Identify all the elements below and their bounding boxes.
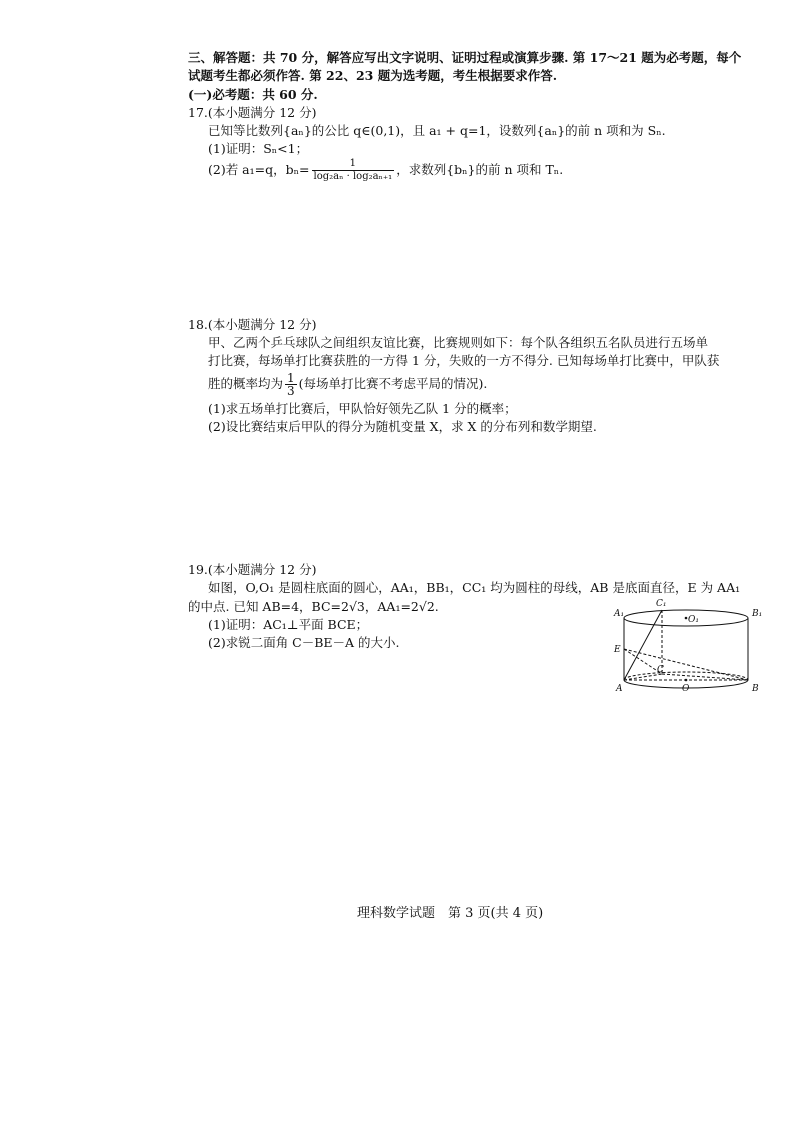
segment-EB: [624, 649, 748, 680]
label-B1: B₁: [752, 609, 763, 619]
q17-frac-numerator: 1: [349, 158, 357, 169]
q17-part2-pre: (2)若 a₁=q，bₙ=: [208, 162, 310, 177]
q19-part2: (2)求锐二面角 C－BE－A 的大小.: [208, 635, 400, 650]
q18-part1: (1)求五场单打比赛后，甲队恰好领先乙队 1 分的概率；: [208, 401, 517, 416]
q19-line1: 如图，O,O₁ 是圆柱底面的圆心，AA₁，BB₁，CC₁ 均为圆柱的母线，AB 是底面直径，E 为 AA₁: [208, 580, 741, 595]
label-E: E: [614, 645, 621, 655]
section-header-line2: 试题考生都必须作答. 第 22、23 题为选考题，考生根据要求作答.: [188, 68, 558, 83]
section-subheader: (一)必考题：共 60 分.: [188, 87, 318, 102]
point-O1: [685, 617, 688, 620]
q17-part1: (1)证明：Sₙ<1；: [208, 141, 309, 156]
q18-line1: 甲、乙两个乒乓球队之间组织友谊比赛，比赛规则如下：每个队各组织五名队员进行五场单: [208, 335, 709, 350]
label-A1: A₁: [614, 609, 625, 619]
q19-line2: 的中点. 已知 AB=4，BC=2√3，AA₁=2√2.: [188, 599, 439, 614]
page-footer: 理科数学试题 第 3 页(共 4 页): [357, 906, 544, 921]
label-C1: C₁: [656, 599, 667, 609]
label-O1: O₁: [688, 615, 699, 625]
q19-part1: (1)证明：AC₁⊥平面 BCE；: [208, 617, 369, 632]
q18-frac-numerator: 1: [287, 371, 295, 385]
q17-stem: 已知等比数列{aₙ}的公比 q∈(0,1)，且 a₁ + q=1，设数列{aₙ}的前 n 项和为 Sₙ.: [208, 123, 666, 138]
q18-line3: [208, 371, 487, 397]
cylinder-figure: [612, 598, 772, 698]
q18-line2: 打比赛，每场单打比赛获胜的一方得 1 分，失败的一方不得分. 已知每场单打比赛中，甲队获: [208, 353, 720, 368]
label-O: O: [682, 684, 690, 694]
q17-fraction: [312, 158, 395, 183]
q17-part2-post: ，求数列{bₙ}的前 n 项和 Tₙ.: [396, 162, 564, 177]
label-A: A: [616, 684, 623, 694]
q18-part2: (2)设比赛结束后甲队的得分为随机变量 X，求 X 的分布列和数学期望.: [208, 419, 597, 434]
q17-frac-denominator: log₂aₙ · log₂aₙ₊₁: [313, 171, 393, 182]
q17-part2: [208, 158, 563, 183]
q17-title: 17.(本小题满分 12 分): [188, 105, 317, 120]
label-C: C: [657, 665, 664, 675]
q18-line3-post: (每场单打比赛不考虑平局的情况).: [298, 376, 488, 391]
q18-title: 18.(本小题满分 12 分): [188, 317, 317, 332]
section-header-line1: 三、解答题：共 70 分，解答应写出文字说明、证明过程或演算步骤. 第 17～21 题为必考题，每个: [188, 50, 742, 65]
label-B: B: [752, 684, 759, 694]
q18-frac-denominator: 3: [287, 384, 295, 398]
q18-line3-pre: 胜的概率均为: [208, 376, 284, 391]
q18-fraction: [285, 372, 297, 397]
point-O: [685, 679, 688, 682]
q19-title: 19.(本小题满分 12 分): [188, 562, 317, 577]
